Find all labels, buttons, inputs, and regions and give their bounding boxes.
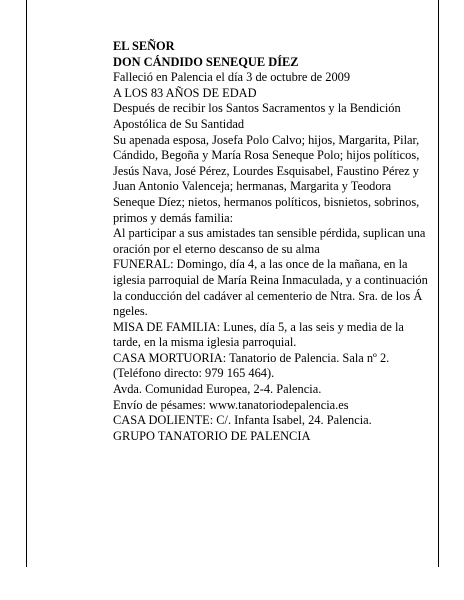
family-list: Su apenada esposa, Josefa Polo Calvo; hijos, Margarita, Pilar, Cándido, Begoña y María Rosa Seneque Polo; hijos políticos, Jesús Nava, José Pérez, Lourdes Esquisabel, Faustino Pérez y Juan Antonio Valenceja; hermanas, Margarita y Teodora Seneque Díez; nietos, hermanos políticos, bisnietos, sobrinos, primos y demás familia: [113,132,420,225]
sacraments-statement: Después de recibir los Santos Sacramentos y la Bendición Apostólica de Su Santidad [113,101,401,131]
obituary-notice [113,39,431,444]
family-mass-info: MISA DE FAMILIA: Lunes, día 5, a las seis y media de la tarde, en la misma iglesia parroquial. [113,319,404,350]
funeral-info: FUNERAL: Domingo, día 4, a las once de la mañana, en la iglesia parroquial de María Reina Inmaculada, y a continuación la conducción del cadáver al cementerio de Ntra. Sra. de los Á ngeles. [113,257,428,319]
notice-title: EL SEÑOR [113,39,175,53]
grieving-house-info: CASA DOLIENTE: C/. Infanta Isabel, 24. Palencia. [113,413,372,428]
condolences-info: Envío de pésames: www.tanatoriodepalencia.es [113,397,349,412]
death-statement: Falleció en Palencia el día 3 de octubre de 2009 [113,70,351,85]
prayer-request: Al participar a sus amistades tan sensible pérdida, suplican una oración por el eterno descanso de su alma [113,226,426,256]
mortuary-address: Avda. Comunidad Europea, 2-4. Palencia. [113,382,322,397]
deceased-name: DON CÁNDIDO SENEQUE DÍEZ [113,54,299,69]
age-statement: A LOS 83 AÑOS DE EDAD [113,85,257,100]
funeral-home-group: GRUPO TANATORIO DE PALENCIA [113,428,311,443]
mortuary-info: CASA MORTUORIA: Tanatorio de Palencia. Sala nº 2. (Teléfono directo: 979 165 464). [113,350,390,381]
